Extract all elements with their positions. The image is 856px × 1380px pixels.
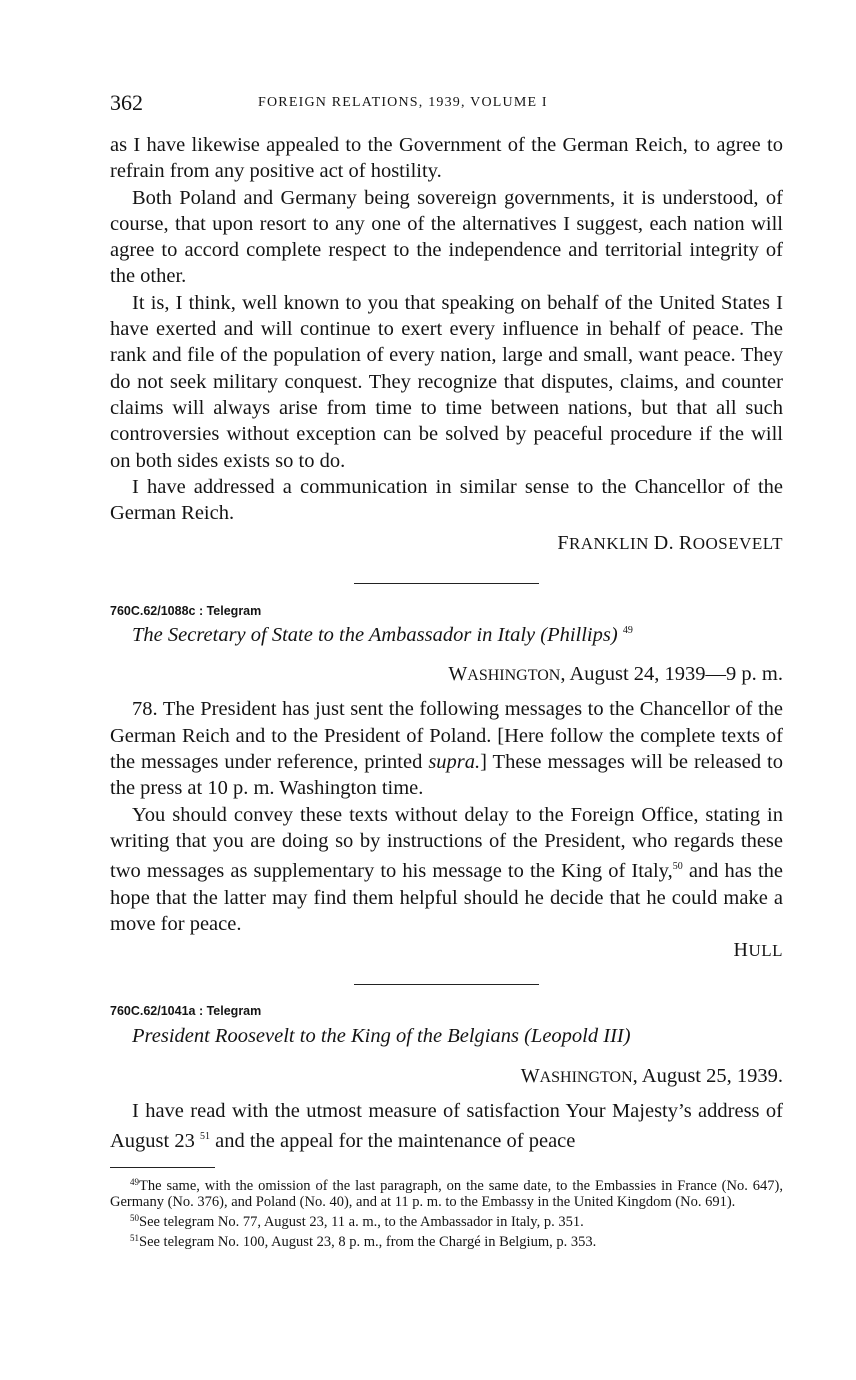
- letter-continuation: [110, 132, 783, 557]
- dateline: WASHINGTON, August 24, 1939—9 p. m.: [448, 663, 783, 686]
- footnotes: [110, 1174, 783, 1251]
- file-number: 760C.62/1041a : Telegram: [110, 1004, 262, 1019]
- paragraph: You should convey these texts without delay to the Foreign Office, stating in writing that you are doing so by instructions of the President, who regards these two messages as supplementary to his message to the King of Italy,$^{50}$ and has the hope that the latter may find them helpful should he decide that he could make a move for peace.: [110, 803, 783, 935]
- footnote-divider: [110, 1167, 215, 1168]
- document-page: [110, 90, 783, 1251]
- paragraph: I have addressed a communication in similar sense to the Chancellor of the German Reich.: [110, 475, 783, 525]
- paragraph: Both Poland and Germany being sovereign governments, it is understood, of course, that upon resort to any one of the alternatives I suggest, each nation will agree to accord complete respect to the independence and territorial integrity of the other.: [110, 186, 783, 288]
- document-title: President Roosevelt to the King of the Belgians (Leopold III): [132, 1025, 631, 1048]
- footnote: $^{50}$See telegram No. 77, August 23, 11 a. m., to the Ambassador in Italy, p. 351.: [130, 1213, 584, 1231]
- footnote: $^{49}$The same, with the omission of the last paragraph, on the same date, to the Embassies in France (No. 647), Germany (No. 376), and Poland (No. 40), and at 11 p. m. to the Embassy in the United Kingdom (No. 691).: [110, 1176, 783, 1210]
- footnote-ref: 49: [622, 625, 633, 637]
- document-section-1: [110, 604, 783, 964]
- dateline: WASHINGTON, August 25, 1939.: [520, 1065, 783, 1088]
- signature-roosevelt: FRANKLIN D. ROOSEVELT: [557, 532, 783, 555]
- footnote: $^{51}$See telegram No. 100, August 23, 8 p. m., from the Chargé in Belgium, p. 353.: [130, 1233, 597, 1251]
- signature-hull: HULL: [733, 939, 783, 962]
- paragraph: 78. The President has just sent the following messages to the Chancellor of the German Reich and to the President of Poland. [Here follow the complete texts of the messages under reference, printed supra.] These messages will be released to the press at 10 p. m. Washington time.: [110, 698, 784, 800]
- footnote-ref: 51: [199, 1131, 210, 1143]
- paragraph: I have read with the utmost measure of satisfaction Your Majesty’s address of August 23 $^{51}$ and the appeal for the maintenance of peace: [110, 1100, 783, 1153]
- section-divider: [354, 984, 539, 985]
- section-divider: [354, 583, 539, 584]
- file-number: 760C.62/1088c : Telegram: [110, 604, 262, 619]
- page-number: 362: [110, 90, 143, 115]
- paragraph: It is, I think, well known to you that speaking on behalf of the United States I have exerted and will continue to exert every influence in behalf of peace. The rank and file of the population of every nation, large and small, want peace. They do not seek military conquest. They recognize that disputes, claims, and counter claims will always arise from time to time between nations, but that all such controversies without exception can be solved by peaceful procedure if the will on both sides exists so to do.: [110, 291, 783, 472]
- page-header: [110, 90, 783, 120]
- document-section-2: [110, 1004, 783, 1155]
- footnote-ref: 50: [672, 861, 683, 873]
- document-title: The Secretary of State to the Ambassador in Italy (Phillips) $^{49}$: [132, 624, 633, 647]
- paragraph: as I have likewise appealed to the Government of the German Reich, to agree to refrain from any positive act of hostility.: [110, 134, 783, 183]
- running-head: FOREIGN RELATIONS, 1939, VOLUME I: [258, 95, 548, 110]
